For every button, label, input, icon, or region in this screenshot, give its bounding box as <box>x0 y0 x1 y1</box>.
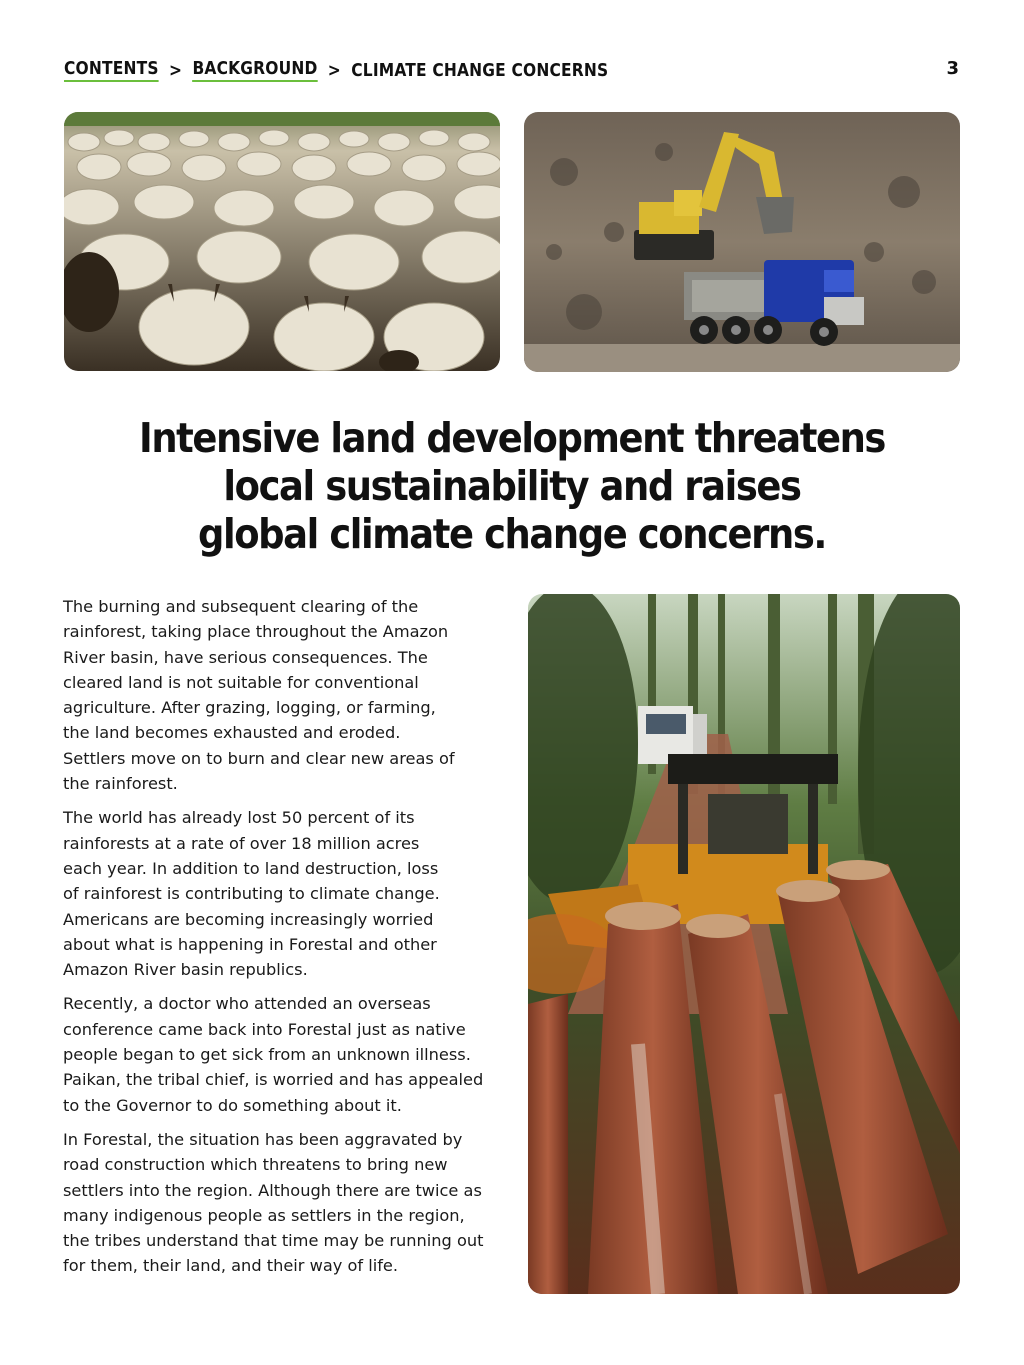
paragraph-road-construction <box>63 1127 508 1279</box>
breadcrumb-separator: > <box>327 59 341 81</box>
text-line: Settlers move on to burn and clear new areas of <box>63 748 455 768</box>
body-text <box>63 594 508 1288</box>
text-line: River basin, have serious consequences. The <box>63 647 428 667</box>
page-number: 3 <box>946 58 959 79</box>
cattle-herd-photo <box>64 112 500 371</box>
logging-logs-photo <box>528 594 960 1294</box>
headline <box>112 414 912 558</box>
headline-line: global climate change concerns. <box>197 510 826 558</box>
text-line: cleared land is not suitable for conventional <box>63 672 419 692</box>
text-line: Amazon River basin republics. <box>63 960 308 980</box>
text-line: many indigenous people as settlers in the region, <box>63 1205 465 1225</box>
text-line: the land becomes exhausted and eroded. <box>63 723 401 743</box>
paragraph-doctor-illness <box>63 991 508 1117</box>
text-line: agriculture. After grazing, logging, or farming, <box>63 698 436 718</box>
breadcrumb-separator: > <box>168 59 183 81</box>
text-line: to the Governor to do something about it. <box>63 1095 402 1115</box>
text-line: conference came back into Forestal just as native <box>63 1019 466 1039</box>
text-line: the rainforest. <box>63 774 178 794</box>
text-line: The burning and subsequent clearing of the <box>63 597 419 616</box>
breadcrumb-link-background[interactable]: BACKGROUND <box>192 58 317 82</box>
text-line: each year. In addition to land destruction, loss <box>63 858 439 878</box>
breadcrumb <box>64 58 608 82</box>
breadcrumb-link-contents[interactable]: CONTENTS <box>64 58 159 82</box>
text-line: people began to get sick from an unknown illness. <box>63 1045 471 1065</box>
text-line: rainforests at a rate of over 18 million acres <box>63 833 420 853</box>
headline-line: local sustainability and raises <box>223 462 801 510</box>
text-line: for them, their land, and their way of life. <box>63 1256 399 1276</box>
text-line: the tribes understand that time may be running out <box>63 1231 484 1251</box>
text-line: rainforest, taking place throughout the Amazon <box>63 622 449 642</box>
text-line: about what is happening in Forestal and other <box>63 934 437 954</box>
excavator-truck-photo <box>524 112 960 372</box>
text-line: Recently, a doctor who attended an overseas <box>63 994 431 1014</box>
text-line: settlers into the region. Although there are twice as <box>63 1180 482 1200</box>
paragraph-rainforest-loss <box>63 805 508 982</box>
text-line: road construction which threatens to bring new <box>63 1155 448 1175</box>
text-line: Americans are becoming increasingly worried <box>63 909 434 929</box>
paragraph-burning-clearing <box>63 594 508 796</box>
headline-line: Intensive land development threatens <box>139 414 885 462</box>
text-line: Paikan, the tribal chief, is worried and has appealed <box>63 1070 484 1090</box>
breadcrumb-current: CLIMATE CHANGE CONCERNS <box>351 59 609 81</box>
text-line: The world has already lost 50 percent of its <box>63 808 415 828</box>
text-line: of rainforest is contributing to climate change. <box>63 884 440 904</box>
text-line: In Forestal, the situation has been aggravated by <box>63 1129 463 1149</box>
